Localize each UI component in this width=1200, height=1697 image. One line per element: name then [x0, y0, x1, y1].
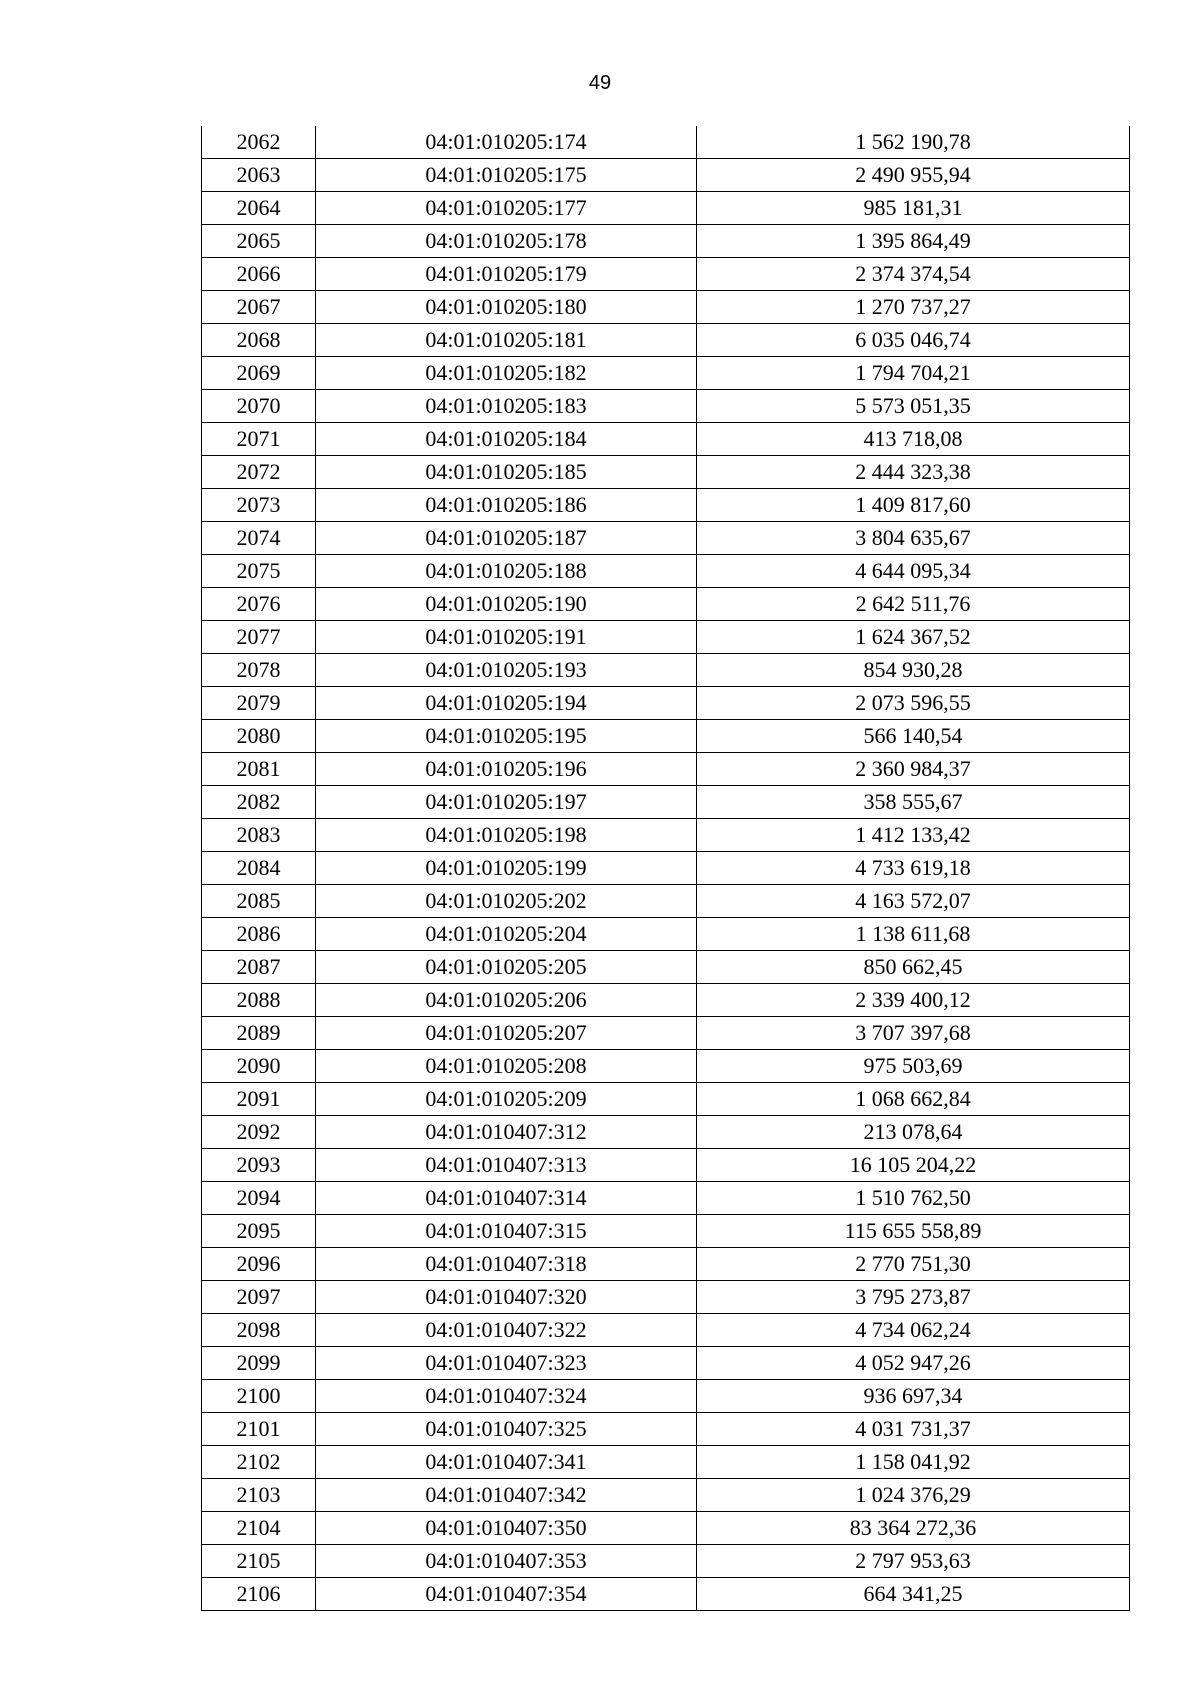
- row-number-cell: 2087: [202, 951, 316, 984]
- row-number-cell: 2085: [202, 885, 316, 918]
- cadastral-value-cell: 4 031 731,37: [697, 1413, 1130, 1446]
- row-number-cell: 2076: [202, 588, 316, 621]
- table-row: [202, 687, 1130, 720]
- cadastral-value-cell: 3 804 635,67: [697, 522, 1130, 555]
- cadastral-number-cell: 04:01:010205:177: [316, 192, 697, 225]
- table-row: [202, 423, 1130, 456]
- table-row: [202, 753, 1130, 786]
- cadastral-number-cell: 04:01:010407:312: [316, 1116, 697, 1149]
- row-number-cell: 2074: [202, 522, 316, 555]
- table-row: [202, 126, 1130, 159]
- row-number-cell: 2081: [202, 753, 316, 786]
- row-number-cell: 2066: [202, 258, 316, 291]
- table-row: [202, 951, 1130, 984]
- cadastral-value-cell: 1 510 762,50: [697, 1182, 1130, 1215]
- row-number-cell: 2082: [202, 786, 316, 819]
- table-row: [202, 1413, 1130, 1446]
- cadastral-number-cell: 04:01:010407:324: [316, 1380, 697, 1413]
- cadastral-number-cell: 04:01:010205:187: [316, 522, 697, 555]
- cadastral-value-cell: 1 270 737,27: [697, 291, 1130, 324]
- cadastral-number-cell: 04:01:010407:313: [316, 1149, 697, 1182]
- table-row: [202, 390, 1130, 423]
- cadastral-value-cell: 2 339 400,12: [697, 984, 1130, 1017]
- row-number-cell: 2089: [202, 1017, 316, 1050]
- cadastral-value-cell: 4 734 062,24: [697, 1314, 1130, 1347]
- table-row: [202, 357, 1130, 390]
- table-row: [202, 1380, 1130, 1413]
- cadastral-value-cell: 2 360 984,37: [697, 753, 1130, 786]
- row-number-cell: 2079: [202, 687, 316, 720]
- cadastral-number-cell: 04:01:010205:185: [316, 456, 697, 489]
- row-number-cell: 2075: [202, 555, 316, 588]
- cadastral-number-cell: 04:01:010205:183: [316, 390, 697, 423]
- table-row: [202, 1479, 1130, 1512]
- row-number-cell: 2091: [202, 1083, 316, 1116]
- table-row: [202, 588, 1130, 621]
- cadastral-value-cell: 1 395 864,49: [697, 225, 1130, 258]
- row-number-cell: 2099: [202, 1347, 316, 1380]
- table-row: [202, 918, 1130, 951]
- table-body: [202, 126, 1130, 1611]
- cadastral-number-cell: 04:01:010205:191: [316, 621, 697, 654]
- cadastral-value-cell: 358 555,67: [697, 786, 1130, 819]
- cadastral-number-cell: 04:01:010407:320: [316, 1281, 697, 1314]
- row-number-cell: 2101: [202, 1413, 316, 1446]
- cadastral-number-cell: 04:01:010407:350: [316, 1512, 697, 1545]
- cadastral-value-cell: 850 662,45: [697, 951, 1130, 984]
- table-row: [202, 720, 1130, 753]
- cadastral-number-cell: 04:01:010205:174: [316, 126, 697, 159]
- cadastral-number-cell: 04:01:010407:341: [316, 1446, 697, 1479]
- cadastral-number-cell: 04:01:010205:194: [316, 687, 697, 720]
- cadastral-value-cell: 1 562 190,78: [697, 126, 1130, 159]
- cadastral-number-cell: 04:01:010205:207: [316, 1017, 697, 1050]
- cadastral-number-cell: 04:01:010205:196: [316, 753, 697, 786]
- row-number-cell: 2092: [202, 1116, 316, 1149]
- table-row: [202, 1281, 1130, 1314]
- cadastral-value-cell: 936 697,34: [697, 1380, 1130, 1413]
- row-number-cell: 2097: [202, 1281, 316, 1314]
- table-row: [202, 291, 1130, 324]
- row-number-cell: 2102: [202, 1446, 316, 1479]
- cadastral-value-cell: 2 490 955,94: [697, 159, 1130, 192]
- cadastral-value-cell: 566 140,54: [697, 720, 1130, 753]
- row-number-cell: 2063: [202, 159, 316, 192]
- row-number-cell: 2094: [202, 1182, 316, 1215]
- row-number-cell: 2067: [202, 291, 316, 324]
- row-number-cell: 2088: [202, 984, 316, 1017]
- cadastral-value-cell: 1 624 367,52: [697, 621, 1130, 654]
- row-number-cell: 2083: [202, 819, 316, 852]
- row-number-cell: 2080: [202, 720, 316, 753]
- cadastral-value-cell: 3 707 397,68: [697, 1017, 1130, 1050]
- cadastral-number-cell: 04:01:010205:184: [316, 423, 697, 456]
- cadastral-value-cell: 975 503,69: [697, 1050, 1130, 1083]
- row-number-cell: 2073: [202, 489, 316, 522]
- cadastral-number-cell: 04:01:010205:186: [316, 489, 697, 522]
- table-row: [202, 621, 1130, 654]
- table-row: [202, 1116, 1130, 1149]
- table-row: [202, 258, 1130, 291]
- table-row: [202, 1248, 1130, 1281]
- cadastral-value-cell: 16 105 204,22: [697, 1149, 1130, 1182]
- row-number-cell: 2069: [202, 357, 316, 390]
- cadastral-value-cell: 2 642 511,76: [697, 588, 1130, 621]
- cadastral-value-cell: 4 052 947,26: [697, 1347, 1130, 1380]
- table-row: [202, 192, 1130, 225]
- table-row: [202, 324, 1130, 357]
- cadastral-value-cell: 1 412 133,42: [697, 819, 1130, 852]
- cadastral-value-cell: 1 409 817,60: [697, 489, 1130, 522]
- cadastral-number-cell: 04:01:010407:354: [316, 1578, 697, 1611]
- cadastral-value-cell: 1 794 704,21: [697, 357, 1130, 390]
- row-number-cell: 2096: [202, 1248, 316, 1281]
- table-row: [202, 1545, 1130, 1578]
- row-number-cell: 2086: [202, 918, 316, 951]
- cadastral-number-cell: 04:01:010205:178: [316, 225, 697, 258]
- table-row: [202, 786, 1130, 819]
- row-number-cell: 2084: [202, 852, 316, 885]
- cadastral-value-cell: 854 930,28: [697, 654, 1130, 687]
- cadastral-number-cell: 04:01:010205:198: [316, 819, 697, 852]
- cadastral-number-cell: 04:01:010205:195: [316, 720, 697, 753]
- row-number-cell: 2093: [202, 1149, 316, 1182]
- cadastral-value-cell: 2 444 323,38: [697, 456, 1130, 489]
- cadastral-value-cell: 115 655 558,89: [697, 1215, 1130, 1248]
- row-number-cell: 2064: [202, 192, 316, 225]
- cadastral-number-cell: 04:01:010205:202: [316, 885, 697, 918]
- cadastral-value-cell: 6 035 046,74: [697, 324, 1130, 357]
- row-number-cell: 2077: [202, 621, 316, 654]
- table-row: [202, 489, 1130, 522]
- row-number-cell: 2072: [202, 456, 316, 489]
- row-number-cell: 2106: [202, 1578, 316, 1611]
- row-number-cell: 2078: [202, 654, 316, 687]
- row-number-cell: 2071: [202, 423, 316, 456]
- cadastral-value-cell: 4 644 095,34: [697, 555, 1130, 588]
- table-row: [202, 1050, 1130, 1083]
- cadastral-value-table: [201, 126, 1130, 1611]
- cadastral-number-cell: 04:01:010407:318: [316, 1248, 697, 1281]
- row-number-cell: 2100: [202, 1380, 316, 1413]
- table-row: [202, 1446, 1130, 1479]
- table-row: [202, 456, 1130, 489]
- cadastral-number-cell: 04:01:010205:197: [316, 786, 697, 819]
- cadastral-value-cell: 5 573 051,35: [697, 390, 1130, 423]
- row-number-cell: 2095: [202, 1215, 316, 1248]
- cadastral-value-cell: 413 718,08: [697, 423, 1130, 456]
- table-row: [202, 819, 1130, 852]
- cadastral-number-cell: 04:01:010205:199: [316, 852, 697, 885]
- cadastral-value-cell: 213 078,64: [697, 1116, 1130, 1149]
- cadastral-number-cell: 04:01:010205:205: [316, 951, 697, 984]
- cadastral-value-cell: 985 181,31: [697, 192, 1130, 225]
- cadastral-value-cell: 4 163 572,07: [697, 885, 1130, 918]
- cadastral-number-cell: 04:01:010407:342: [316, 1479, 697, 1512]
- cadastral-number-cell: 04:01:010205:204: [316, 918, 697, 951]
- cadastral-value-cell: 83 364 272,36: [697, 1512, 1130, 1545]
- cadastral-number-cell: 04:01:010205:190: [316, 588, 697, 621]
- table-row: [202, 984, 1130, 1017]
- table-row: [202, 1314, 1130, 1347]
- cadastral-value-cell: 4 733 619,18: [697, 852, 1130, 885]
- table-row: [202, 1512, 1130, 1545]
- cadastral-value-cell: 1 158 041,92: [697, 1446, 1130, 1479]
- page-number: 49: [588, 72, 612, 94]
- cadastral-number-cell: 04:01:010205:209: [316, 1083, 697, 1116]
- table-row: [202, 852, 1130, 885]
- cadastral-number-cell: 04:01:010407:323: [316, 1347, 697, 1380]
- row-number-cell: 2104: [202, 1512, 316, 1545]
- row-number-cell: 2098: [202, 1314, 316, 1347]
- table-row: [202, 654, 1130, 687]
- row-number-cell: 2103: [202, 1479, 316, 1512]
- table-row: [202, 1149, 1130, 1182]
- cadastral-number-cell: 04:01:010205:188: [316, 555, 697, 588]
- cadastral-number-cell: 04:01:010407:315: [316, 1215, 697, 1248]
- cadastral-value-cell: 1 068 662,84: [697, 1083, 1130, 1116]
- table-row: [202, 1347, 1130, 1380]
- cadastral-value-cell: 2 797 953,63: [697, 1545, 1130, 1578]
- cadastral-number-cell: 04:01:010205:193: [316, 654, 697, 687]
- cadastral-number-cell: 04:01:010407:353: [316, 1545, 697, 1578]
- table-row: [202, 555, 1130, 588]
- row-number-cell: 2070: [202, 390, 316, 423]
- cadastral-number-cell: 04:01:010407:314: [316, 1182, 697, 1215]
- cadastral-value-cell: 2 073 596,55: [697, 687, 1130, 720]
- table-row: [202, 522, 1130, 555]
- table-row: [202, 1083, 1130, 1116]
- cadastral-value-cell: 2 374 374,54: [697, 258, 1130, 291]
- table-row: [202, 225, 1130, 258]
- table-row: [202, 885, 1130, 918]
- cadastral-number-cell: 04:01:010205:206: [316, 984, 697, 1017]
- row-number-cell: 2065: [202, 225, 316, 258]
- cadastral-value-cell: 1 024 376,29: [697, 1479, 1130, 1512]
- row-number-cell: 2068: [202, 324, 316, 357]
- table-row: [202, 159, 1130, 192]
- cadastral-number-cell: 04:01:010205:181: [316, 324, 697, 357]
- cadastral-number-cell: 04:01:010205:179: [316, 258, 697, 291]
- table-row: [202, 1017, 1130, 1050]
- cadastral-number-cell: 04:01:010205:180: [316, 291, 697, 324]
- table-row: [202, 1578, 1130, 1611]
- cadastral-value-cell: 1 138 611,68: [697, 918, 1130, 951]
- table-row: [202, 1215, 1130, 1248]
- cadastral-number-cell: 04:01:010407:325: [316, 1413, 697, 1446]
- row-number-cell: 2090: [202, 1050, 316, 1083]
- table-row: [202, 1182, 1130, 1215]
- cadastral-value-cell: 2 770 751,30: [697, 1248, 1130, 1281]
- cadastral-number-cell: 04:01:010205:208: [316, 1050, 697, 1083]
- cadastral-value-cell: 664 341,25: [697, 1578, 1130, 1611]
- cadastral-number-cell: 04:01:010205:182: [316, 357, 697, 390]
- row-number-cell: 2062: [202, 126, 316, 159]
- cadastral-number-cell: 04:01:010407:322: [316, 1314, 697, 1347]
- row-number-cell: 2105: [202, 1545, 316, 1578]
- cadastral-number-cell: 04:01:010205:175: [316, 159, 697, 192]
- cadastral-value-cell: 3 795 273,87: [697, 1281, 1130, 1314]
